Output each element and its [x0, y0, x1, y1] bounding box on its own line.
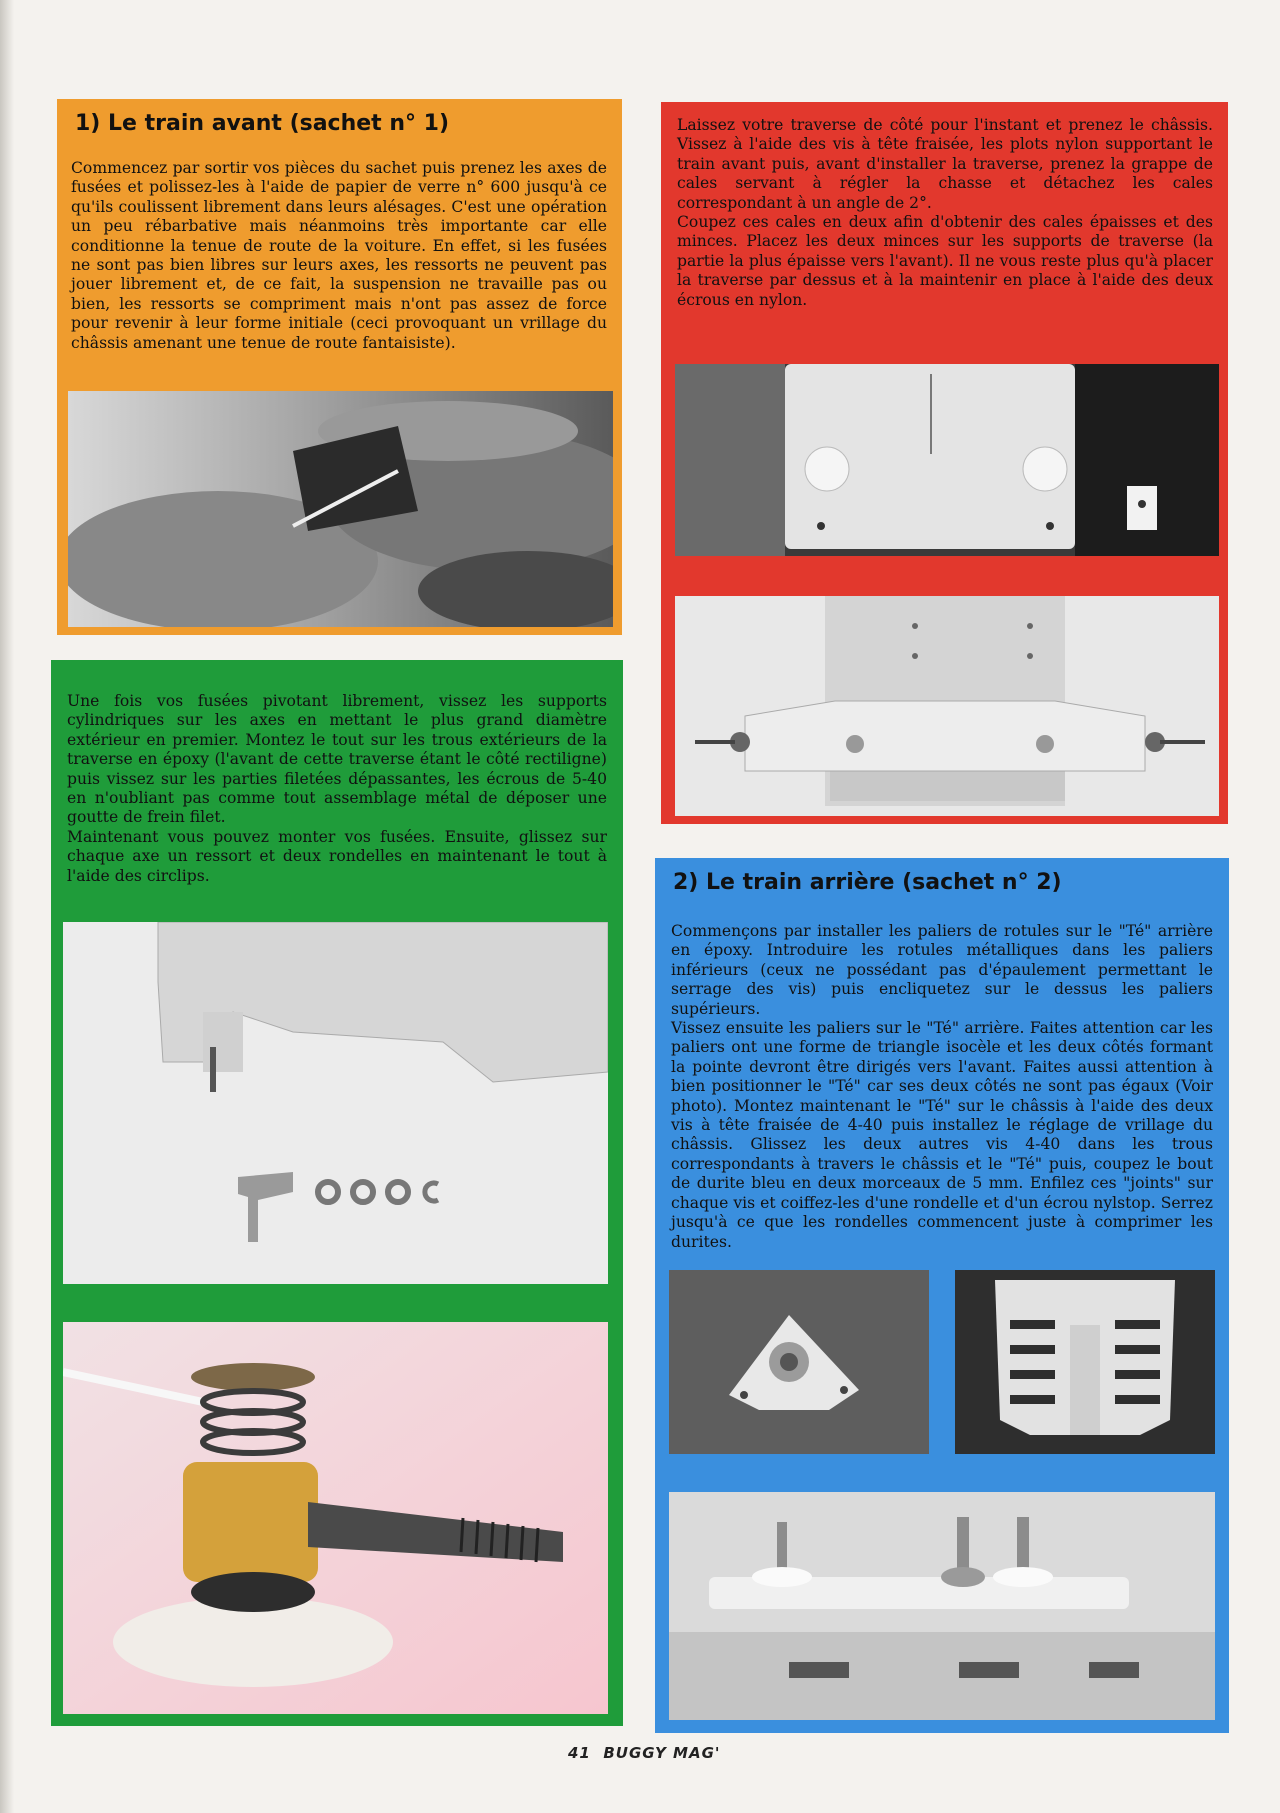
photo-chassis-plate	[675, 364, 1219, 556]
section-rear-axle-panel	[655, 858, 1229, 1733]
photo-spring-assembly	[63, 1322, 608, 1714]
section-2-paragraph-1: Commençons par installer les paliers de rotules sur le "Té" arrière en époxy. Introduire les rotules métalliques dans les paliers inférieurs (ceux ne possédant pas d'épaulement permettant le serrage des vis) puis encliquetez sur le dessus les paliers supérieurs.	[671, 922, 1213, 1018]
section-green-paragraph-1: Une fois vos fusées pivotant librement, vissez les supports cylindriques sur les axes en mettant le plus grand diamètre extérieur en premier. Montez le tout sur les trous extérieurs de la traverse en époxy (l'avant de cette traverse étant le côté rectiligne) puis vissez sur les parties filetées dépassantes, les écrous de 5-40 en n'oubliant pas comme tout assemblage métal de déposer une goutte de frein filet.	[67, 692, 607, 827]
section-chassis-panel	[661, 102, 1228, 824]
photo-front-cross-member	[675, 596, 1219, 816]
section-knuckles-panel	[51, 660, 623, 1726]
section-1-title: 1) Le train avant (sachet n° 1)	[75, 111, 450, 136]
photo-rear-bearing	[669, 1270, 929, 1454]
section-red-paragraph-2: Coupez ces cales en deux afin d'obtenir des cales épaisses et des minces. Placez les deux minces sur les supports de traverse (la partie la plus épaisse vers l'avant). Il ne vous reste plus qu'à placer la traverse par dessus et à la maintenir en place à l'aide des deux écrous en nylon.	[677, 213, 1213, 309]
section-2-text	[671, 922, 1213, 1252]
section-2-title: 2) Le train arrière (sachet n° 2)	[673, 870, 1062, 895]
page-number: 41	[568, 1744, 591, 1762]
photo-sanding-axle	[68, 391, 613, 627]
section-front-axle-panel	[57, 99, 622, 635]
magazine-name: BUGGY MAG'	[603, 1744, 721, 1762]
section-1-text	[71, 159, 607, 353]
section-red-text	[677, 116, 1213, 310]
page-gutter-shadow	[0, 0, 14, 1813]
section-2-paragraph-2: Vissez ensuite les paliers sur le "Té" arrière. Faites attention car les paliers ont une forme de triangle isocèle et les deux côtés formant la pointe devront être dirigés vers l'avant. Faites aussi attention à bien positionner le "Té" car ses deux côtés ne sont pas égaux (Voir photo). Montez maintenant le "Té" sur le châssis à l'aide des deux vis à tête fraisée de 4-40 puis installez le réglage de vrillage du châssis. Glissez les deux autres vis 4-40 dans les trous correspondants à travers le châssis et le "Té" puis, coupez le bout de durite bleu en deux morceaux de 5 mm. Enfilez ces "joints" sur chaque vis et coiffez-les d'une rondelle et d'un écrou nylstop. Serrez jusqu'à ce que les rondelles commencent juste à comprimer les durites.	[671, 1019, 1213, 1251]
section-red-paragraph-1: Laissez votre traverse de côté pour l'instant et prenez le châssis. Vissez à l'aide des vis à tête fraisée, les plots nylon supportant le train avant puis, avant d'installer la traverse, prenez la grappe de cales servant à régler la chasse et détachez les cales correspondant à un angle de 2°.	[677, 116, 1213, 212]
section-1-paragraph: Commencez par sortir vos pièces du sachet puis prenez les axes de fusées et polissez-les à l'aide de papier de verre n° 600 jusqu'à ce qu'ils coulissent librement dans leurs alésages. C'est une opération un peu rébarbative mais néanmoins très importante car elle conditionne la tenue de route de la voiture. En effet, si les fusées ne sont pas bien libres sur leurs axes, les ressorts ne peuvent pas jouer librement et, de ce fait, la suspension ne travaille pas ou bien, les ressorts se compriment mais n'ont pas assez de force pour revenir à leur forme initiale (ceci provoquant un vrillage du châssis amenant une tenue de route fantaisiste).	[71, 159, 607, 352]
section-green-paragraph-2: Maintenant vous pouvez monter vos fusées. Ensuite, glissez sur chaque axe un ressort et deux rondelles en maintenant le tout à l'aide des circlips.	[67, 827, 607, 885]
photo-rear-mount-screws	[669, 1492, 1215, 1720]
page-footer	[568, 1744, 720, 1762]
section-green-text	[67, 692, 607, 886]
photo-rear-t-plate	[955, 1270, 1215, 1454]
photo-knuckle-parts	[63, 922, 608, 1284]
